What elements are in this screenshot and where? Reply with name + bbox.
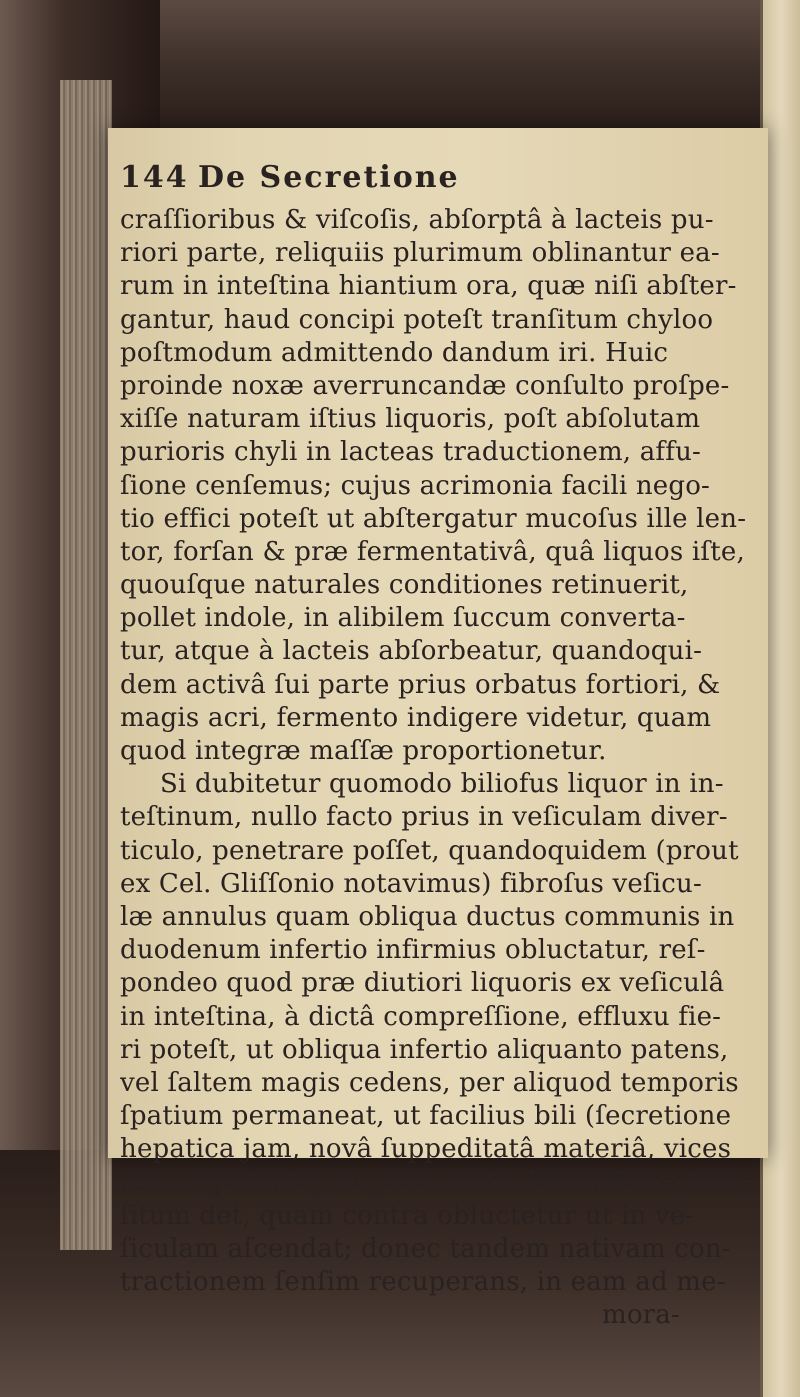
text-line: in inteſtina, à dictâ compreſſione, effluxu fie- (120, 1001, 722, 1032)
text-line: ſitum det, quam contra obluctetur ut in ve- (120, 1200, 695, 1231)
text-line: pollet indole, in alibilem ſuccum converta- (120, 603, 686, 634)
text-line: proinde noxæ averruncandæ conſulto proſpe- (120, 370, 730, 401)
text-line: gantur, haud concipi poteſt tranſitum chyloo (120, 304, 714, 335)
running-title: De Secretione (198, 160, 460, 195)
text-line: rum in inteſtina hiantium ora, quæ niſi abſter- (120, 271, 737, 302)
text-line: tio effici poteſt ut abſtergatur mucoſus ille len- (120, 503, 747, 534)
text-line: vel ſaltem magis cedens, per aliquod temporis (120, 1067, 739, 1098)
text-line: quouſque naturales conditiones retinuerit, (120, 570, 689, 601)
text-line: ſpatium permaneat, ut facilius bili (ſecretione (120, 1101, 732, 1132)
catchword: mora- (601, 1300, 680, 1331)
text-line: tor, forſan & præ fermentativâ, quâ liquos iſte, (120, 536, 745, 567)
text-line: tur, atque à lacteis abſorbeatur, quandoqui- (120, 636, 703, 667)
text-line: craſſioribus & viſcoſis, abſorptâ à lacteis pu- (120, 205, 714, 235)
text-line: hepatica jam, novâ ſuppeditatâ materiâ, vices (120, 1134, 732, 1165)
text-line: ſiculam aſcendat; donec tandem nativam con- (120, 1233, 731, 1264)
text-line: læ annulus quam obliqua ductus communis in (120, 901, 735, 932)
text-line: ticulo, penetrare poſſet, quandoquidem (prout (120, 835, 739, 866)
text-line: magis acri, fermento indigere videtur, quam (120, 702, 712, 733)
page-stack-edge (60, 80, 112, 1250)
text-line: poſtmodum admittendo dandum iri. Huic (120, 337, 669, 368)
text-line: tractionem ſenſim recuperans, in eam ad me- (120, 1267, 726, 1297)
page-text-block (120, 160, 760, 1332)
text-line: ex Cel. Gliſſonio notavimus) fibroſus veſicu- (120, 868, 702, 899)
page-number: 144 (120, 160, 189, 195)
text-line: ſione cenſemus; cujus acrimonia facili nego- (120, 470, 711, 501)
text-line: riori parte, reliquiis plurimum oblinantur ea- (120, 238, 720, 269)
text-line: quod integræ maſſæ proportionetur. (120, 736, 607, 766)
body-text (120, 204, 760, 1299)
text-line: ri poteſt, ut obliqua infertio aliquanto patens, (120, 1034, 729, 1065)
text-line: teſtinum, nullo facto prius in veſiculam diver- (120, 802, 728, 833)
text-line: dem activâ ſui parte prius orbatus fortiori, & (120, 669, 721, 700)
text-line: ſuas repetente) ex poro rectâ deſcendenti tran- (120, 1167, 752, 1198)
text-line: xiſſe naturam iſtius liquoris, poſt abſolutam (120, 404, 701, 435)
running-head (120, 160, 760, 202)
text-line: duodenum infertio infirmius obluctatur, reſ- (120, 935, 706, 966)
text-line: Si dubitetur quomodo biliofus liquor in in- (160, 769, 724, 800)
text-line: purioris chyli in lacteas traductionem, affu- (120, 437, 702, 468)
text-line: pondeo quod præ diutiori liquoris ex veſiculâ (120, 968, 725, 999)
